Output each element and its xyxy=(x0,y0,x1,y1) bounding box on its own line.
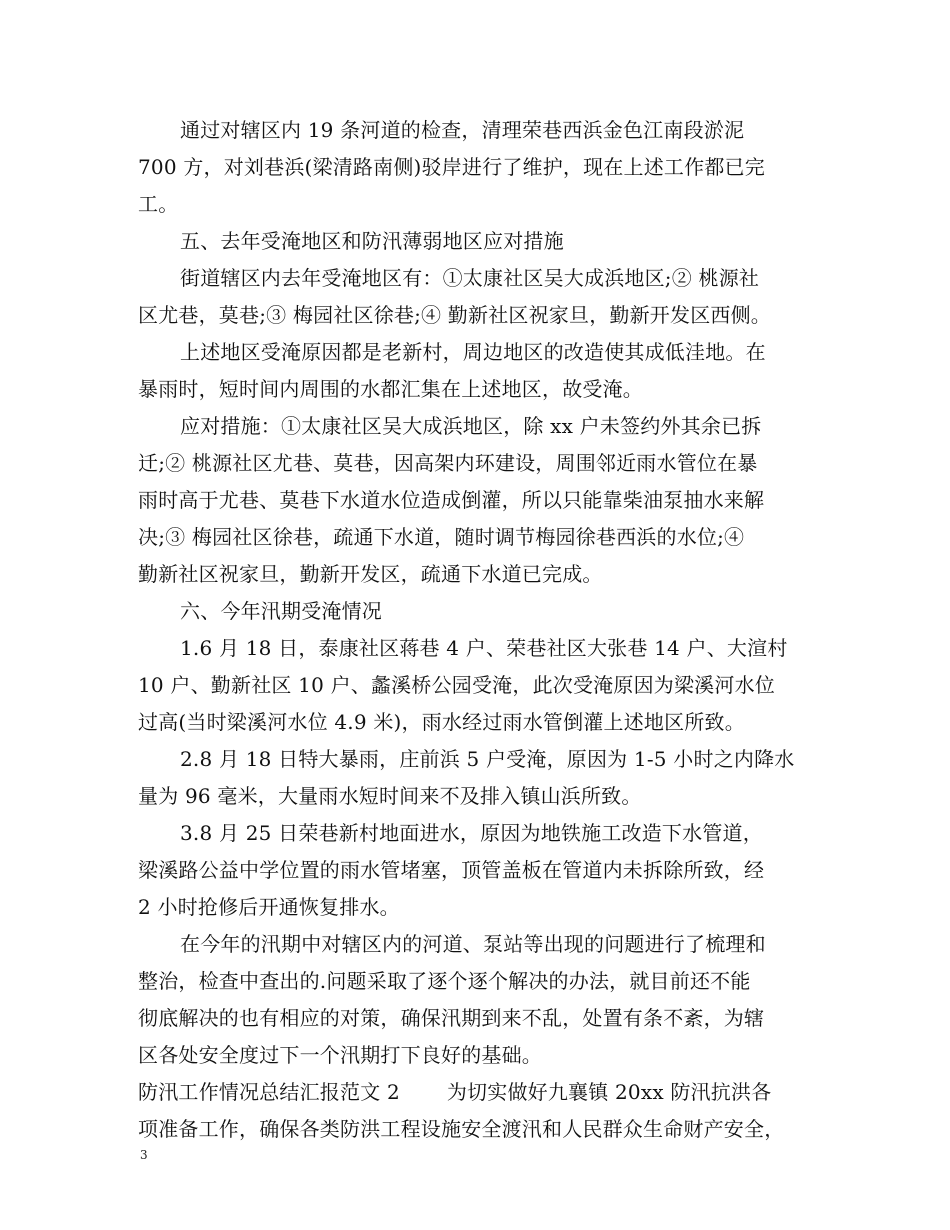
text-line: 区各处安全度过下一个汛期打下良好的基础。 xyxy=(138,1043,542,1067)
text-line: 工。 xyxy=(138,192,179,216)
text-line: 在今年的汛期中对辖区内的河道、泵站等出现的问题进行了梳理和 xyxy=(180,932,766,956)
text-line: 量为 96 毫米，大量雨水短时间来不及排入镇山浜所致。 xyxy=(138,784,642,808)
text-line: 整治，检查中查出的.问题采取了逐个逐个解决的办法，就目前还不能 xyxy=(138,969,751,993)
page-number: 3 xyxy=(140,1148,148,1162)
text-line: 彻底解决的也有相应的对策，确保汛期到来不乱，处置有条不紊，为辖 xyxy=(138,1006,765,1030)
section-heading: 五、去年受淹地区和防汛薄弱地区应对措施 xyxy=(180,229,564,253)
text-line: 2.8 月 18 日特大暴雨，庄前浜 5 户受淹，原因为 1-5 小时之内降水 xyxy=(180,747,795,771)
text-line: 过高(当时梁溪河水位 4.9 米)，雨水经过雨水管倒灌上述地区所致。 xyxy=(138,710,745,734)
text-line: 勤新社区祝家旦，勤新开发区，疏通下水道已完成。 xyxy=(138,562,603,586)
text-line: 迁;② 桃源社区尤巷、莫巷，因高架内环建设，周围邻近雨水管位在暴 xyxy=(138,451,758,475)
text-line: 区尤巷，莫巷;③ 梅园社区徐巷;④ 勤新社区祝家旦，勤新开发区西侧。 xyxy=(138,303,771,327)
text-line: 应对措施：①太康社区吴大成浜地区，除 xx 户未签约外其余已拆 xyxy=(180,414,762,438)
text-line: 10 户、勤新社区 10 户、蠡溪桥公园受淹，此次受淹原因为梁溪河水位 xyxy=(138,673,775,697)
text-line: 街道辖区内去年受淹地区有：①太康社区吴大成浜地区;② 桃源社 xyxy=(180,266,760,290)
text-line: 暴雨时，短时间内周围的水都汇集在上述地区，故受淹。 xyxy=(138,377,643,401)
text-line: 上述地区受淹原因都是老新村，周边地区的改造使其成低洼地。在 xyxy=(180,340,766,364)
text-line: 雨时高于尤巷、莫巷下水道水位造成倒灌，所以只能靠柴油泵抽水来解 xyxy=(138,488,765,512)
text-line: 1.6 月 18 日，泰康社区蒋巷 4 户、荣巷社区大张巷 14 户、大渲村 xyxy=(180,636,788,660)
text-line: 700 方，对刘巷浜(梁清路南侧)驳岸进行了维护，现在上述工作都已完 xyxy=(138,155,765,179)
text-line: 梁溪路公益中学位置的雨水管堵塞，顶管盖板在管道内未拆除所致，经 xyxy=(138,858,765,882)
text-line: 3.8 月 25 日荣巷新村地面进水，原因为地铁施工改造下水管道， xyxy=(180,821,763,845)
text-line: 项准备工作，确保各类防洪工程设施安全渡汛和人民群众生命财产安全， xyxy=(138,1117,785,1141)
text-line: 决;③ 梅园社区徐巷，疏通下水道，随时调节梅园徐巷西浜的水位;④ xyxy=(138,525,745,549)
text-line: 防汛工作情况总结汇报范文 2 为切实做好九襄镇 20xx 防汛抗洪各 xyxy=(138,1080,772,1104)
section-heading: 六、今年汛期受淹情况 xyxy=(180,599,382,623)
text-line: 通过对辖区内 19 条河道的检查，清理荣巷西浜金色江南段淤泥 xyxy=(180,118,745,142)
text-line: 2 小时抢修后开通恢复排水。 xyxy=(138,895,400,919)
